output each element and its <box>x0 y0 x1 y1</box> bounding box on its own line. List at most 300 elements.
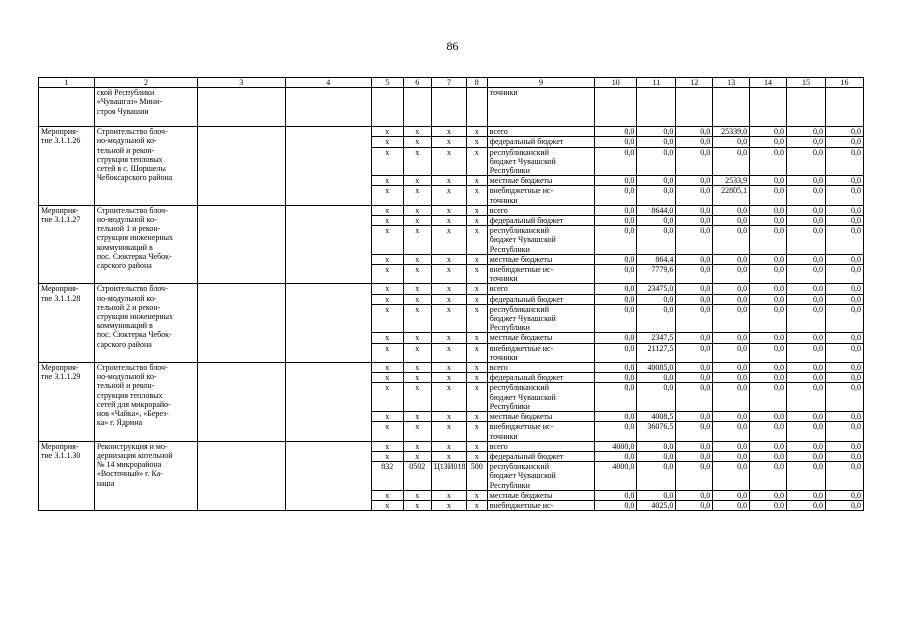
value-cell-10: 4000,0 <box>595 462 637 491</box>
value-cell-13: 0,0 <box>713 451 750 461</box>
text-line: точники <box>489 431 518 441</box>
text-line: ка» г. Ядрина <box>96 418 143 428</box>
participant-cell <box>285 284 371 363</box>
text-line: сетей для микрорайо- <box>96 399 171 409</box>
budget-code-c7: х <box>431 304 466 333</box>
value-cell-10: 0,0 <box>595 205 637 215</box>
event-name-cell <box>94 441 197 510</box>
value-cell-16: 0,0 <box>825 137 863 147</box>
value-cell-16: 0,0 <box>825 127 863 137</box>
value-cell-11: 2347,5 <box>637 333 676 343</box>
text-line: Республики <box>489 244 530 254</box>
value-cell-11: 0,0 <box>637 451 676 461</box>
value-cell-13: 2533,9 <box>713 176 750 186</box>
value-cell-15: 0,0 <box>786 226 825 255</box>
value-cell-15: 0,0 <box>786 147 825 176</box>
value-cell-16: 0,0 <box>825 294 863 304</box>
text-line: федеральный бюджет <box>489 373 564 383</box>
value-cell-12: 0,0 <box>676 226 713 255</box>
value-cell-12: 0,0 <box>676 441 713 451</box>
budget-code-c8: х <box>466 226 487 255</box>
budget-code-c6: х <box>403 500 431 510</box>
value-cell-12: 0,0 <box>676 412 713 422</box>
text-line: но-модульной ко- <box>96 215 157 225</box>
column-header-6: 6 <box>403 78 431 88</box>
event-name-cell <box>94 363 197 442</box>
funding-source-cell <box>487 147 594 176</box>
value-cell-12: 0,0 <box>676 500 713 510</box>
value-cell-12: 0,0 <box>676 490 713 500</box>
budget-code-c8: х <box>466 373 487 383</box>
text-line: № 14 микрорайона <box>96 460 162 470</box>
executor-cell <box>198 441 285 510</box>
funding-source-cell <box>487 254 594 264</box>
text-line: Мероприя- <box>41 441 79 451</box>
budget-code-c6: х <box>403 422 431 441</box>
text-line: пос. Сюктерка Чебок- <box>96 330 172 340</box>
budget-code-c5: 832 <box>371 462 403 491</box>
value-cell-16: 0,0 <box>825 363 863 373</box>
value-cell-12: 0,0 <box>676 147 713 176</box>
budget-code-c5: х <box>371 137 403 147</box>
value-cell-14: 0,0 <box>750 254 787 264</box>
value-cell-11: 0,0 <box>637 304 676 333</box>
value-cell-16: 0,0 <box>825 304 863 333</box>
budget-code-c8: 500 <box>466 462 487 491</box>
text-line: Республики <box>489 323 530 333</box>
value-cell-16: 0,0 <box>825 500 863 510</box>
text-line: бюджет Чувашской <box>489 235 556 245</box>
column-header-3: 3 <box>198 78 285 88</box>
value-cell-16: 0,0 <box>825 226 863 255</box>
column-header-13: 13 <box>713 78 750 88</box>
value-cell-13: 0,0 <box>713 294 750 304</box>
budget-code-c5: х <box>371 422 403 441</box>
budget-code-c5: х <box>371 363 403 373</box>
value-cell-16: 0,0 <box>825 383 863 412</box>
value-cell-13: 0,0 <box>713 363 750 373</box>
table-row <box>39 441 864 451</box>
value-cell-10: 0,0 <box>595 127 637 137</box>
column-header-9: 9 <box>487 78 594 88</box>
budget-code-c8: х <box>466 363 487 373</box>
value-cell-16: 0,0 <box>825 333 863 343</box>
value-cell-12: 0,0 <box>676 205 713 215</box>
value-cell-13: 0,0 <box>713 383 750 412</box>
cont-value-cell <box>676 88 713 127</box>
budget-code-c6: х <box>403 216 431 226</box>
value-cell-13: 25339,0 <box>713 127 750 137</box>
continuation-row <box>39 88 864 127</box>
budget-code-c8: х <box>466 412 487 422</box>
funding-source-cell <box>487 284 594 294</box>
text-line: сарского района <box>96 261 152 271</box>
value-cell-14: 0,0 <box>750 284 787 294</box>
budget-code-c8: х <box>466 205 487 215</box>
text-line: дернизация котельной <box>96 450 173 460</box>
budget-code-c8: х <box>466 176 487 186</box>
value-cell-15: 0,0 <box>786 333 825 343</box>
value-cell-14: 0,0 <box>750 412 787 422</box>
cont-value-cell <box>825 88 863 127</box>
budget-code-c5: х <box>371 254 403 264</box>
value-cell-11: 40085,0 <box>637 363 676 373</box>
column-header-7: 7 <box>431 78 466 88</box>
text-line: струкция тепловых <box>96 154 163 164</box>
budget-code-c6: х <box>403 304 431 333</box>
column-header-8: 8 <box>466 78 487 88</box>
funding-source-cell <box>487 294 594 304</box>
value-cell-13: 0,0 <box>713 441 750 451</box>
budget-code-c7: х <box>431 441 466 451</box>
value-cell-11: 0,0 <box>637 441 676 451</box>
funding-source-cell <box>487 127 594 137</box>
participant-cell <box>285 441 371 510</box>
value-cell-15: 0,0 <box>786 284 825 294</box>
text-line: местные бюджеты <box>489 176 553 186</box>
value-cell-13: 0,0 <box>713 284 750 294</box>
budget-code-c6: х <box>403 383 431 412</box>
value-cell-15: 0,0 <box>786 422 825 441</box>
text-line: бюджет Чувашской <box>489 314 556 324</box>
budget-table <box>38 77 864 511</box>
text-line: Строительство блоч- <box>96 363 168 373</box>
budget-code-c6: х <box>403 137 431 147</box>
text-line: внебюджетные ис- <box>489 500 554 510</box>
value-cell-15: 0,0 <box>786 265 825 284</box>
text-line: нов «Чайка», «Берез- <box>96 409 169 419</box>
value-cell-12: 0,0 <box>676 383 713 412</box>
value-cell-14: 0,0 <box>750 441 787 451</box>
value-cell-15: 0,0 <box>786 216 825 226</box>
value-cell-10: 0,0 <box>595 254 637 264</box>
funding-source-cell <box>487 412 594 422</box>
table-row <box>39 284 864 294</box>
budget-code-c7: х <box>431 176 466 186</box>
event-name-cell <box>94 284 197 363</box>
budget-code-c6: х <box>403 176 431 186</box>
funding-source-cell <box>487 304 594 333</box>
budget-code-c7: х <box>431 490 466 500</box>
column-header-12: 12 <box>676 78 713 88</box>
executor-cell <box>198 363 285 442</box>
value-cell-12: 0,0 <box>676 265 713 284</box>
value-cell-15: 0,0 <box>786 462 825 491</box>
value-cell-11: 0,0 <box>637 226 676 255</box>
text-line: Республики <box>489 401 530 411</box>
text-line: внебюджетные ис- <box>489 343 554 353</box>
budget-code-c8: х <box>466 127 487 137</box>
budget-code-c8: х <box>466 343 487 362</box>
budget-code-c7: х <box>431 333 466 343</box>
budget-code-c6: х <box>403 412 431 422</box>
budget-code-c5: х <box>371 490 403 500</box>
value-cell-16: 0,0 <box>825 490 863 500</box>
text-line: местные бюджеты <box>489 254 553 264</box>
value-cell-11: 7779,6 <box>637 265 676 284</box>
value-cell-16: 0,0 <box>825 284 863 294</box>
budget-code-c7: х <box>431 383 466 412</box>
budget-code-c5: х <box>371 441 403 451</box>
value-cell-13: 0,0 <box>713 500 750 510</box>
value-cell-15: 0,0 <box>786 304 825 333</box>
participant-cell <box>285 127 371 206</box>
value-cell-10: 0,0 <box>595 186 637 205</box>
budget-code-c7: х <box>431 422 466 441</box>
funding-source-cell <box>487 216 594 226</box>
value-cell-10: 0,0 <box>595 265 637 284</box>
value-cell-12: 0,0 <box>676 176 713 186</box>
text-line: Республики <box>489 166 530 176</box>
value-cell-14: 0,0 <box>750 490 787 500</box>
budget-code-c8: х <box>466 284 487 294</box>
column-header-11: 11 <box>637 78 676 88</box>
funding-source-cell <box>487 500 594 510</box>
table-body <box>39 88 864 511</box>
table-row <box>39 363 864 373</box>
budget-code-c5: х <box>371 451 403 461</box>
value-cell-10: 0,0 <box>595 490 637 500</box>
value-cell-11: 0,0 <box>637 176 676 186</box>
value-cell-10: 4000,0 <box>595 441 637 451</box>
text-line: тие 3.1.1.29 <box>41 372 81 382</box>
value-cell-11: 8644,0 <box>637 205 676 215</box>
budget-code-c8: х <box>466 490 487 500</box>
value-cell-16: 0,0 <box>825 422 863 441</box>
event-code-cell <box>39 284 95 363</box>
value-cell-16: 0,0 <box>825 265 863 284</box>
text-line: местные бюджеты <box>489 490 553 500</box>
participant-cell <box>285 205 371 284</box>
value-cell-14: 0,0 <box>750 216 787 226</box>
text-line: но-модульной ко- <box>96 136 157 146</box>
value-cell-10: 0,0 <box>595 422 637 441</box>
value-cell-14: 0,0 <box>750 363 787 373</box>
value-cell-13: 0,0 <box>713 462 750 491</box>
value-cell-16: 0,0 <box>825 462 863 491</box>
budget-code-c8: х <box>466 186 487 205</box>
value-cell-10: 0,0 <box>595 137 637 147</box>
value-cell-14: 0,0 <box>750 373 787 383</box>
value-cell-12: 0,0 <box>676 294 713 304</box>
budget-code-c8: х <box>466 265 487 284</box>
budget-code-c6: х <box>403 363 431 373</box>
value-cell-16: 0,0 <box>825 216 863 226</box>
budget-code-c7: х <box>431 147 466 176</box>
value-cell-12: 0,0 <box>676 137 713 147</box>
value-cell-11: 0,0 <box>637 216 676 226</box>
column-header-2: 2 <box>94 78 197 88</box>
text-line: всего <box>489 441 508 451</box>
budget-code-c7: х <box>431 284 466 294</box>
value-cell-11: 0,0 <box>637 373 676 383</box>
text-line: внебюджетные ис- <box>489 422 554 432</box>
text-line: федеральный бюджет <box>489 451 564 461</box>
value-cell-15: 0,0 <box>786 186 825 205</box>
budget-code-c7: х <box>431 216 466 226</box>
budget-code-c5: х <box>371 373 403 383</box>
text-line: бюджет Чувашской <box>489 392 556 402</box>
value-cell-16: 0,0 <box>825 147 863 176</box>
value-cell-12: 0,0 <box>676 254 713 264</box>
executor-cell <box>198 127 285 206</box>
value-cell-15: 0,0 <box>786 441 825 451</box>
text-line: «Чувашгаз» Мини- <box>96 97 163 107</box>
value-cell-10: 0,0 <box>595 226 637 255</box>
text-line: пос. Сюктерка Чебок- <box>96 251 172 261</box>
value-cell-12: 0,0 <box>676 284 713 294</box>
text-line: Строительство блоч- <box>96 127 168 137</box>
value-cell-10: 0,0 <box>595 373 637 383</box>
value-cell-11: 36076,5 <box>637 422 676 441</box>
value-cell-12: 0,0 <box>676 451 713 461</box>
funding-source-cell <box>487 186 594 205</box>
budget-code-c6: х <box>403 265 431 284</box>
text-line: Строительство блоч- <box>96 205 168 215</box>
budget-code-c6: х <box>403 294 431 304</box>
value-cell-14: 0,0 <box>750 265 787 284</box>
value-cell-16: 0,0 <box>825 205 863 215</box>
value-cell-12: 0,0 <box>676 363 713 373</box>
text-line: коммуникаций в <box>96 321 153 331</box>
value-cell-13: 0,0 <box>713 205 750 215</box>
value-cell-14: 0,0 <box>750 205 787 215</box>
budget-code-c6: х <box>403 373 431 383</box>
value-cell-15: 0,0 <box>786 137 825 147</box>
funding-source-cell <box>487 333 594 343</box>
budget-code-c6: х <box>403 226 431 255</box>
value-cell-10: 0,0 <box>595 304 637 333</box>
value-cell-14: 0,0 <box>750 147 787 176</box>
budget-code-c6: х <box>403 333 431 343</box>
value-cell-14: 0,0 <box>750 343 787 362</box>
budget-code-c5: х <box>371 147 403 176</box>
value-cell-15: 0,0 <box>786 254 825 264</box>
text-line: тие 3.1.1.30 <box>41 450 81 460</box>
funding-source-cell <box>487 422 594 441</box>
value-cell-14: 0,0 <box>750 451 787 461</box>
funding-source-cell <box>487 137 594 147</box>
text-line: ской Республики <box>96 88 155 98</box>
text-line: строя Чувашии <box>96 106 149 116</box>
budget-code-c6: х <box>403 284 431 294</box>
text-line: республиканский <box>489 226 549 236</box>
value-cell-13: 22805,1 <box>713 186 750 205</box>
value-cell-12: 0,0 <box>676 186 713 205</box>
text-line: всего <box>489 205 508 215</box>
value-cell-11: 4025,0 <box>637 500 676 510</box>
funding-source-cell <box>487 373 594 383</box>
budget-code-c7: х <box>431 412 466 422</box>
funding-source-cell <box>487 176 594 186</box>
event-code-cell <box>39 205 95 284</box>
text-line: внебюджетные ис- <box>489 186 554 196</box>
value-cell-14: 0,0 <box>750 304 787 333</box>
budget-code-c7: х <box>431 127 466 137</box>
value-cell-11: 0,0 <box>637 490 676 500</box>
budget-code-c7: х <box>431 265 466 284</box>
text-line: республиканский <box>489 147 549 157</box>
cont-value-cell <box>786 88 825 127</box>
page-number: 86 <box>446 39 459 53</box>
event-code-cell <box>39 441 95 510</box>
budget-code-c7: х <box>431 373 466 383</box>
cont-name-cell <box>94 88 197 127</box>
value-cell-15: 0,0 <box>786 363 825 373</box>
value-cell-13: 0,0 <box>713 147 750 176</box>
text-line: внебюджетные ис- <box>489 265 554 275</box>
text-line: тельной 2 и рекон- <box>96 302 161 312</box>
value-cell-10: 0,0 <box>595 147 637 176</box>
column-header-15: 15 <box>786 78 825 88</box>
value-cell-14: 0,0 <box>750 500 787 510</box>
text-line: Чебоксарского района <box>96 173 173 183</box>
value-cell-10: 0,0 <box>595 284 637 294</box>
funding-source-cell <box>487 490 594 500</box>
budget-code-c8: х <box>466 147 487 176</box>
budget-code-c7: х <box>431 137 466 147</box>
text-line: тельной и рекон- <box>96 381 155 391</box>
executor-cell <box>198 284 285 363</box>
value-cell-11: 864,4 <box>637 254 676 264</box>
value-cell-11: 0,0 <box>637 383 676 412</box>
event-name-cell <box>94 127 197 206</box>
budget-code-c7: Ц13И018 <box>431 462 466 491</box>
executor-cell <box>198 205 285 284</box>
text-line: сетей в с. Шоршелы <box>96 164 166 174</box>
value-cell-11: 0,0 <box>637 186 676 205</box>
text-line: струкция инженерных <box>96 312 174 322</box>
funding-source-cell <box>487 441 594 451</box>
value-cell-12: 0,0 <box>676 304 713 333</box>
table-row <box>39 127 864 137</box>
value-cell-13: 0,0 <box>713 226 750 255</box>
budget-code-c7: х <box>431 451 466 461</box>
cont-value-cell <box>713 88 750 127</box>
value-cell-14: 0,0 <box>750 127 787 137</box>
budget-code-c6: х <box>403 451 431 461</box>
value-cell-11: 0,0 <box>637 137 676 147</box>
text-line: Республики <box>489 480 530 490</box>
text-line: Мероприя- <box>41 363 79 373</box>
cont-value-cell <box>750 88 787 127</box>
text-line: федеральный бюджет <box>489 294 564 304</box>
budget-code-c5: х <box>371 265 403 284</box>
value-cell-10: 0,0 <box>595 363 637 373</box>
budget-code-c5: х <box>371 304 403 333</box>
cont-empty-cell <box>371 88 403 127</box>
budget-code-c5: х <box>371 294 403 304</box>
budget-code-c7: х <box>431 186 466 205</box>
value-cell-15: 0,0 <box>786 490 825 500</box>
event-code-cell <box>39 127 95 206</box>
value-cell-14: 0,0 <box>750 383 787 412</box>
text-line: Мероприя- <box>41 127 79 137</box>
text-line: сарского района <box>96 339 152 349</box>
cont-source-cell: точники <box>487 88 594 127</box>
column-number-row <box>39 78 864 88</box>
column-header-4: 4 <box>285 78 371 88</box>
cont-value-cell <box>637 88 676 127</box>
budget-code-c7: х <box>431 205 466 215</box>
value-cell-13: 0,0 <box>713 373 750 383</box>
budget-code-c7: х <box>431 363 466 373</box>
value-cell-11: 0,0 <box>637 462 676 491</box>
value-cell-13: 0,0 <box>713 137 750 147</box>
value-cell-16: 0,0 <box>825 254 863 264</box>
text-line: республиканский <box>489 304 549 314</box>
value-cell-11: 0,0 <box>637 147 676 176</box>
